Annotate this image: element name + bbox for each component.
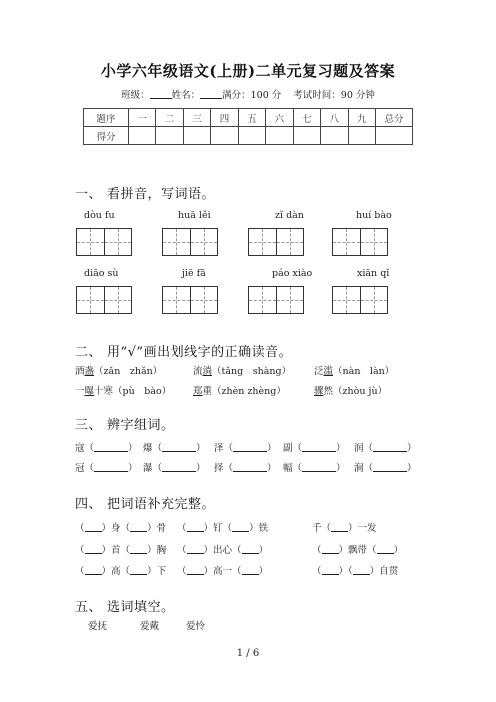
word-part: 流 [193, 366, 203, 377]
idiom-item[interactable]: （ ）（ ）自贯 [312, 566, 399, 577]
writing-grid[interactable] [162, 286, 218, 314]
word-group-item[interactable]: 冠（ ） [75, 463, 138, 474]
time-text: 考试时间：90 分钟 [293, 90, 375, 101]
pinyin: zǐ dàn [275, 210, 304, 221]
section-title: 用“√”画出划线字的正确读音。 [107, 345, 293, 360]
idiom-char: 铁 [258, 523, 269, 534]
idiom-char: 骨 [156, 523, 167, 534]
idiom-char: 自贯 [379, 566, 399, 577]
idiom-item[interactable]: 千（ ）一发 [312, 523, 377, 534]
score-cell[interactable] [321, 127, 348, 145]
reading-item[interactable] [314, 383, 387, 397]
idiom-item[interactable]: （ ）出心（ ） [177, 545, 269, 556]
score-header-cell: 五 [238, 109, 265, 127]
score-cell[interactable] [293, 127, 320, 145]
section-number: 一、 [75, 187, 103, 202]
class-blank [150, 89, 172, 99]
underlined-char: 骤 [314, 386, 324, 397]
pinyin: huā lěi [178, 210, 211, 221]
idiom-item[interactable]: （ ）身（ ）骨 [75, 523, 167, 534]
writing-grid[interactable] [332, 228, 388, 256]
char: 涧 [354, 463, 364, 474]
word-part: 泛 [314, 366, 324, 377]
idiom-char: 高 [111, 566, 121, 577]
page-number: 1 / 6 [236, 648, 260, 659]
score-cell[interactable] [376, 127, 413, 145]
reading-item[interactable] [193, 363, 291, 377]
word-group-item[interactable]: 副（ ） [283, 443, 346, 454]
underlined-char: 盏 [84, 366, 95, 377]
writing-grid[interactable] [248, 228, 304, 256]
idiom-item[interactable]: （ ）高一（ ） [177, 566, 269, 577]
score-header-cell: 一 [129, 109, 156, 127]
section-5-heading [75, 596, 175, 615]
char: 润 [354, 443, 364, 454]
score-header-cell: 总分 [376, 109, 413, 127]
word-choice: 爱抚 [88, 621, 108, 632]
reading-item[interactable] [193, 383, 286, 397]
section-2-heading [75, 341, 292, 360]
idiom-char: 下 [156, 566, 167, 577]
char: 择 [214, 463, 224, 474]
underlined-char: 曝 [84, 386, 95, 397]
pinyin-options: （nàn làn） [333, 366, 395, 377]
idiom-char: 身 [111, 523, 121, 534]
char: 冠 [75, 463, 85, 474]
pinyin-options: （zhòu jù） [333, 386, 388, 397]
exam-info [0, 87, 496, 101]
pinyin: jiē fā [182, 268, 206, 279]
section-1-heading [75, 183, 215, 202]
writing-grid[interactable] [332, 286, 388, 314]
score-text: 满分：100 分 [222, 90, 282, 101]
idiom-item[interactable]: （ ）飘带（ ） [312, 545, 404, 556]
word-part: 酒 [75, 366, 85, 377]
word-group-item[interactable]: 寇（ ） [75, 443, 138, 454]
char: 瀑 [143, 463, 153, 474]
word-choice: 爱戴 [140, 621, 160, 632]
score-row-label: 得分 [84, 127, 129, 145]
idiom-item[interactable]: （ ）高（ ）下 [75, 566, 167, 577]
idiom-char: 首 [111, 545, 121, 556]
writing-grid[interactable] [248, 286, 304, 314]
pinyin-options: （tǎng shàng） [212, 366, 292, 377]
name-label: 姓名： [171, 90, 201, 101]
section-4-heading [75, 493, 215, 512]
score-table [83, 108, 413, 145]
word-group-item[interactable]: 泽（ ） [214, 443, 277, 454]
idiom-item[interactable]: （ ）首（ ）胸 [75, 545, 167, 556]
word-part: 一 [75, 386, 85, 397]
section-number: 四、 [75, 497, 103, 512]
score-header-cell: 三 [183, 109, 210, 127]
pinyin-options: （zǎn zhǎn） [94, 366, 163, 377]
section-3-heading [75, 414, 175, 433]
word-group-item[interactable]: 择（ ） [214, 463, 277, 474]
idiom-char: 胸 [156, 545, 167, 556]
pinyin: xiān qǐ [357, 268, 390, 279]
class-label: 班级： [121, 90, 150, 101]
score-cell[interactable] [348, 127, 376, 145]
idiom-char: 高一 [213, 566, 233, 577]
pinyin-options: （zhèn zhèng） [212, 386, 286, 397]
writing-grid[interactable] [162, 228, 218, 256]
word-part: 重 [202, 386, 213, 397]
score-header-cell: 四 [211, 109, 238, 127]
score-header-row [84, 109, 413, 127]
section-number: 三、 [75, 418, 103, 433]
section-number: 五、 [75, 600, 103, 615]
writing-grid[interactable] [76, 228, 132, 256]
score-value-row [84, 127, 413, 145]
word-choice: 爱怜 [186, 621, 206, 632]
char: 寇 [75, 443, 85, 454]
char: 爆 [143, 443, 153, 454]
word-part: 十寒 [94, 386, 114, 397]
pinyin: páo xiào [272, 268, 313, 279]
score-header-cell: 八 [321, 109, 348, 127]
score-header-cell: 六 [266, 109, 293, 127]
score-header-cell: 七 [293, 109, 320, 127]
idiom-char: 千 [312, 523, 322, 534]
score-cell[interactable] [211, 127, 238, 145]
score-header-cell: 二 [156, 109, 183, 127]
idiom-char: 飘带 [348, 545, 368, 556]
score-cell[interactable] [266, 127, 293, 145]
reading-item[interactable] [75, 363, 162, 377]
underlined-char: 郑 [193, 386, 203, 397]
pinyin: dòu fu [84, 210, 115, 221]
reading-item[interactable] [314, 363, 394, 377]
score-cell[interactable] [129, 127, 156, 145]
section-title: 看拼音，写词语。 [107, 187, 216, 202]
word-group-item[interactable]: 涧（ ） [354, 463, 417, 474]
score-cell[interactable] [156, 127, 183, 145]
word-group-item[interactable]: 幅（ ） [283, 463, 346, 474]
score-cell[interactable] [238, 127, 265, 145]
writing-grid[interactable] [76, 286, 132, 314]
idiom-char: 钉 [213, 523, 223, 534]
section-title: 选词填空。 [107, 600, 175, 615]
word-group-item[interactable]: 瀑（ ） [143, 463, 206, 474]
idiom-char: 出心 [213, 545, 233, 556]
word-group-item[interactable]: 润（ ） [354, 443, 417, 454]
section-number: 二、 [75, 345, 103, 360]
name-blank [200, 89, 222, 99]
page-title: 小学六年级语文(上册)二单元复习题及答案 [100, 62, 396, 80]
pinyin: diāo sù [84, 268, 119, 279]
score-cell[interactable] [183, 127, 210, 145]
section-title: 辨字组词。 [107, 418, 175, 433]
char: 幅 [283, 463, 293, 474]
char: 副 [283, 443, 293, 454]
underlined-char: 淌 [202, 366, 213, 377]
char: 泽 [214, 443, 224, 454]
section-title: 把词语补充完整。 [107, 497, 216, 512]
pinyin: huí bào [356, 210, 392, 221]
word-group-item[interactable]: 爆（ ） [143, 443, 206, 454]
word-part: 然 [323, 386, 334, 397]
score-header-cell: 题序 [84, 109, 129, 127]
idiom-char: 一发 [357, 523, 377, 534]
reading-item[interactable] [75, 383, 171, 397]
idiom-item[interactable]: （ ）钉（ ）铁 [177, 523, 269, 534]
score-header-cell: 九 [348, 109, 376, 127]
pinyin-options: （pù bào） [113, 386, 172, 397]
underlined-char: 滥 [323, 366, 334, 377]
